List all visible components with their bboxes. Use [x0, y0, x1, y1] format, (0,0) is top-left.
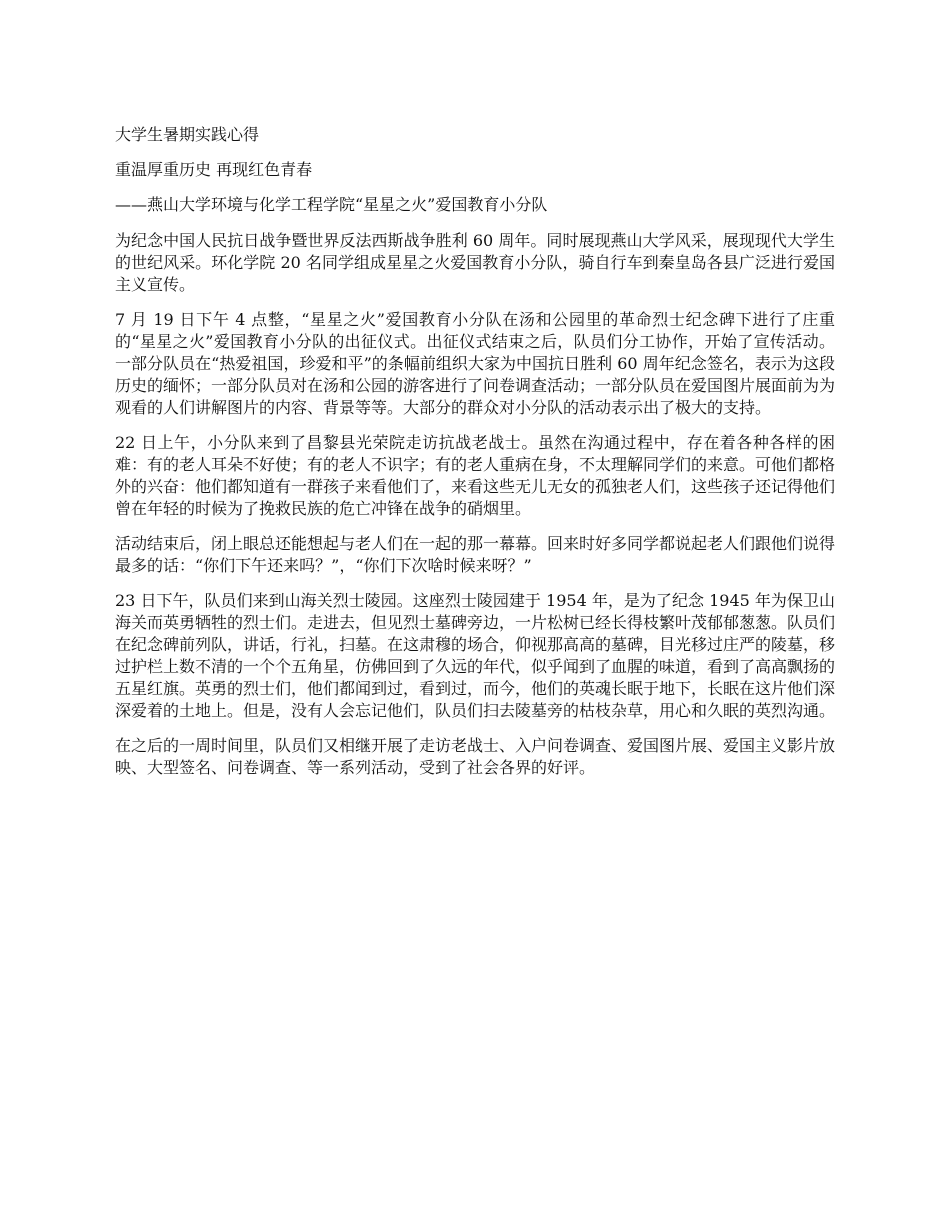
paragraph-23rd: 23 日下午，队员们来到山海关烈士陵园。这座烈士陵园建于 1954 年，是为了纪念 1945 年为保卫山海关而英勇牺牲的烈士们。走进去，但见烈士墓碑旁边，一片松树已经长得枝繁叶茂郁郁葱葱。队员们在纪念碑前列队，讲话，行礼，扫墓。在这肃穆的场合，仰视那高高的墓碑，目光移过庄严的陵墓，移过护栏上数不清的一个个五角星，仿佛回到了久远的年代，似乎闻到了血腥的味道，看到了高高飘扬的五星红旗。英勇的烈士们，他们都闻到过，看到过，而今，他们的英魂长眠于地下，长眠在这片他们深深爱着的土地上。但是，没有人会忘记他们，队员们扫去陵墓旁的枯枝杂草，用心和久眠的英烈沟通。	[115, 591, 836, 720]
document-subtitle: 重温厚重历史 再现红色青春	[115, 160, 313, 179]
paragraph-intro: 为纪念中国人民抗日战争暨世界反法西斯战争胜利 60 周年。同时展现燕山大学风采，展现现代大学生的世纪风采。环化学院 20 名同学组成星星之火爱国教育小分队，骑自行车到秦皇岛各县广泛进行爱国主义宣传。	[115, 231, 835, 294]
document-body	[115, 125, 835, 792]
paragraph-conclusion: 在之后的一周时间里，队员们又相继开展了走访老战士、入户问卷调查、爱国图片展、爱国主义影片放映、大型签名、问卷调查、等一系列活动，受到了社会各界的好评。	[115, 736, 836, 777]
paragraph-july-19: 7 月 19 日下午 4 点整，“星星之火”爱国教育小分队在汤和公园里的革命烈士纪念碑下进行了庄重的“星星之火”爱国教育小分队的出征仪式。出征仪式结束之后，队员们分工协作，开始了宣传活动。一部分队员在“热爱祖国，珍爱和平”的条幅前组织大家为中国抗日胜利 60 周年纪念签名，表示为这段历史的缅怀；一部分队员对在汤和公园的游客进行了问卷调查活动；一部分队员在爱国图片展面前为为观看的人们讲解图片的内容、背景等等。大部分的群众对小分队的活动表示出了极大的支持。	[115, 310, 836, 417]
paragraph-reflection: 活动结束后，闭上眼总还能想起与老人们在一起的那一幕幕。回来时好多同学都说起老人们跟他们说得最多的话：“你们下午还来吗？”，“你们下次啥时候来呀？”	[115, 534, 836, 575]
paragraph-22nd: 22 日上午，小分队来到了昌黎县光荣院走访抗战老战士。虽然在沟通过程中，存在着各种各样的困难：有的老人耳朵不好使；有的老人不识字；有的老人重病在身，不太理解同学们的来意。可他们都格外的兴奋：他们都知道有一群孩子来看他们了，来看这些无儿无女的孤独老人们，这些孩子还记得他们曾在年轻的时候为了挽救民族的危亡冲锋在战争的硝烟里。	[115, 433, 836, 518]
document-title: 大学生暑期实践心得	[115, 125, 260, 144]
team-name: ——燕山大学环境与化学工程学院“星星之火”爱国教育小分队	[115, 195, 548, 214]
